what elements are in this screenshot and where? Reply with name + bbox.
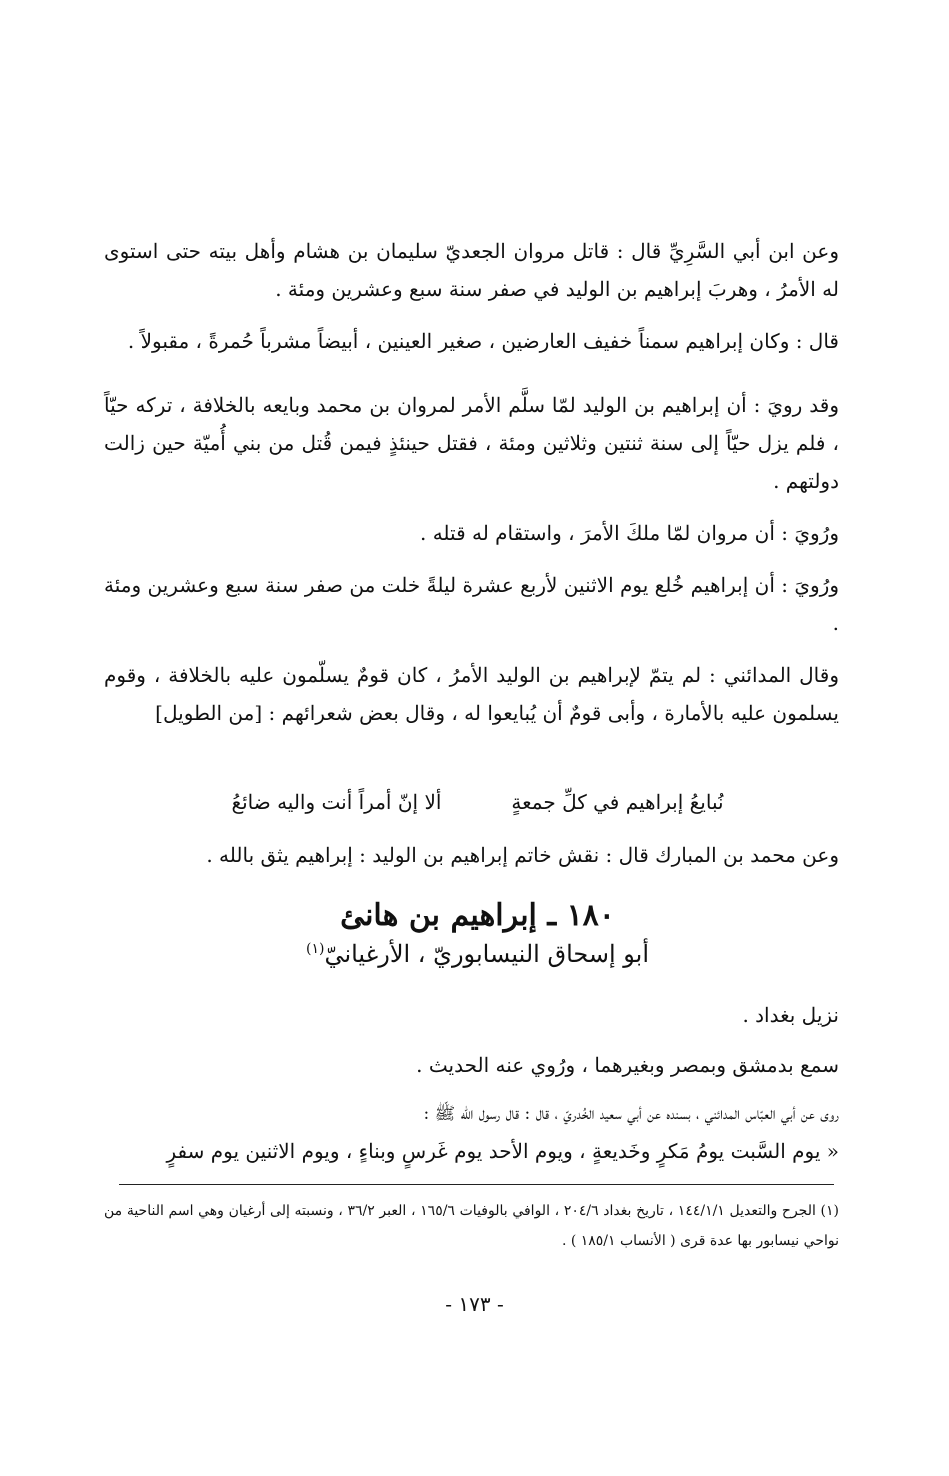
paragraph: وعن ابن أبي السَّرِيِّ قال : قاتل مروان الجعديّ سليمان بن هشام وأهل بيته حتى استوى له الأمرُ ، وهربَ إبراهيم بن الوليد في صفر سنة سبع وعشرين ومئة . — [104, 239, 839, 301]
verse-first-hemistich: نُبايعُ إبراهيم في كلِّ جمعةٍ — [511, 790, 724, 814]
paragraph: وقد رويَ : أن إبراهيم بن الوليد لمّا سلَّم الأمر لمروان بن محمد وبايعه بالخلافة ، تركه حيّاً ، فلم يزل حيّاً إلى سنة ثنتين وثلاثين ومئة ، فقتل حينئذٍ فيمن قُتل من بني أُميّة حين زالت دولتهم . — [104, 393, 839, 493]
hadith-text: « يوم السَّبت يومُ مَكرٍ وخَديعةٍ ، ويوم الأحد يوم غَرسٍ وبناءٍ ، ويوم الاثنين يوم سفرٍ — [166, 1139, 839, 1163]
entry-subtitle-text: أبو إسحاق النيسابوريّ ، الأرغيانيّ — [324, 940, 650, 968]
footnote-marker: (١) — [305, 941, 325, 957]
paragraph: وقال المدائني : لم يتمّ لإبراهيم بن الوليد الأمرُ ، كان قومٌ يسلّمون عليه بالخلافة ، وقوم يسلمون عليه بالأمارة ، وأبى قومٌ أن يُبايعوا له ، وقال بعض شعرائهم : [من الطويل] — [104, 663, 839, 725]
footnote-separator — [119, 1184, 834, 1185]
paragraph: سمع بدمشق وبمصر وبغيرهما ، ورُوي عنه الحديث . — [416, 1053, 839, 1077]
after-verse-block — [104, 836, 839, 874]
entry-subtitle — [110, 940, 845, 968]
hadith-intro: روى عن أبي العبّاس المدائني ، بسنده عن أبي سعيد الخُدريّ ، قال : قال رسول الله ﷺ : — [423, 1104, 839, 1124]
paragraph: ورُويَ : أن إبراهيم خُلع يوم الاثنين لأربع عشرة ليلةً خلت من صفر سنة سبع وعشرين ومئة . — [104, 573, 839, 635]
paragraph: ورُويَ : أن مروان لمّا ملكَ الأمرَ ، واستقام له قتله . — [419, 521, 839, 545]
entry-title: ١٨٠ ـ إبراهيم بن هانئ — [340, 898, 615, 933]
footnote: (١) الجرح والتعديل ١٤٤/١/١ ، تاريخ بغداد ٢٠٤/٦ ، الوافي بالوفيات ١٦٥/٦ ، العبر ٣٦/٢ ، ونسبته إلى أرغيان وهي اسم الناحية من نواحي نيسابور بها عدة قرى ( الأنساب ١٨٥/١ ) . — [104, 1203, 839, 1249]
page-number: - ١٧٣ - — [445, 1292, 504, 1316]
entry-body — [104, 996, 839, 1170]
poetry-verse — [110, 790, 845, 814]
paragraph: قال : وكان إبراهيم سمناً خفيف العارضين ، صغير العينين ، أبيضاً مشرباً حُمرةً ، مقبولاً . — [127, 329, 839, 353]
paragraph: وعن محمد بن المبارك قال : نقش خاتم إبراهيم بن الوليد : إبراهيم يثق بالله . — [206, 843, 839, 867]
paragraph: نزيل بغداد . — [742, 1003, 839, 1027]
verse-second-hemistich: ألا إنّ أمراً أنت واليه ضائعُ — [231, 790, 442, 814]
main-text — [104, 232, 839, 732]
